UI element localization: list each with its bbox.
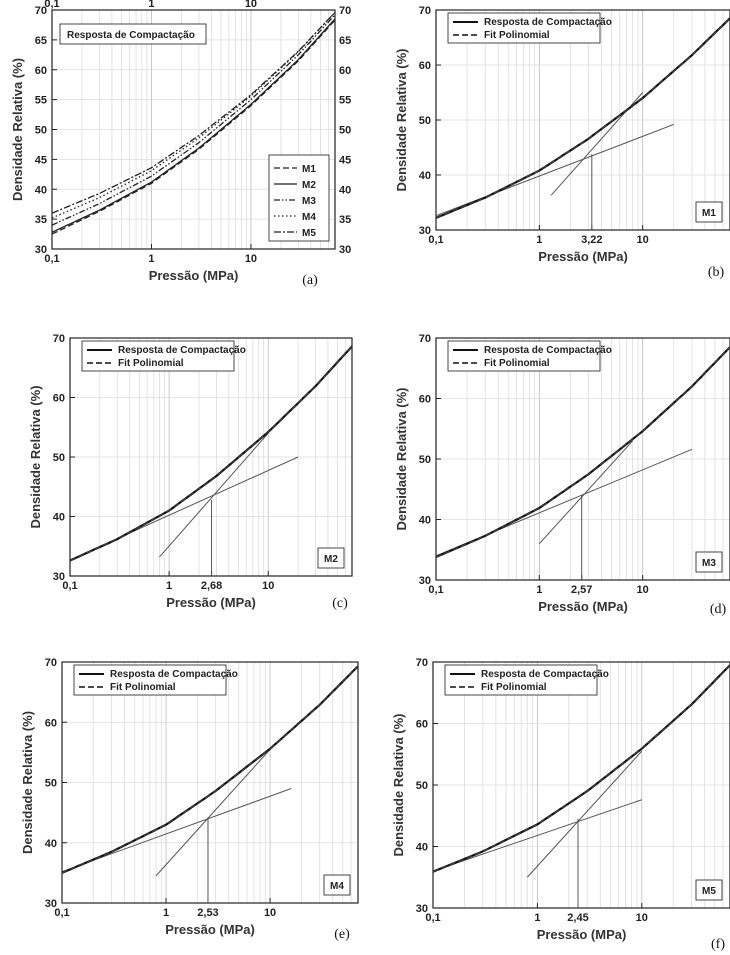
y-tick-label: 70 (44, 657, 57, 669)
x-tick-label: 0,1 (428, 584, 444, 596)
x-tick-label: 10 (262, 580, 275, 592)
y-axis-label: Densidade Relativa (%) (391, 713, 406, 857)
y-tick-label: 60 (44, 717, 57, 730)
y-tick-label: 70 (418, 5, 431, 17)
y-tick-label: 60 (418, 60, 431, 72)
compaction-response-line (433, 665, 730, 872)
x-tick-label-top: 1 (148, 0, 155, 10)
x-tick-label: 2,68 (200, 580, 223, 592)
y-tick-label: 30 (418, 575, 431, 587)
x-tick-label: 1 (534, 912, 541, 924)
y-tick-label: 30 (52, 571, 65, 583)
y-tick-label: 45 (34, 154, 47, 167)
y-tick-label-right: 40 (339, 184, 352, 197)
x-tick-label: 10 (263, 907, 277, 919)
y-tick-label: 50 (415, 780, 428, 792)
y-tick-label: 30 (34, 244, 47, 256)
y-tick-label: 70 (34, 5, 47, 17)
y-axis-label: Densidade Relativa (%) (20, 710, 35, 855)
legend-entry: M2 (302, 180, 316, 191)
chart-panel-2 (394, 5, 730, 280)
x-tick-label: 0,1 (428, 234, 444, 246)
x-axis-label: Pressão (MPa) (148, 268, 239, 283)
y-tick-label: 40 (52, 511, 65, 524)
y-tick-label: 40 (415, 841, 428, 854)
x-tick-label: 1 (148, 253, 155, 265)
polynomial-fit-line (433, 665, 730, 872)
x-axis-label: Pressão (MPa) (538, 599, 628, 614)
x-tick-label: 1 (536, 584, 543, 596)
panel-tag: (f) (711, 937, 725, 952)
y-tick-label: 40 (34, 184, 47, 197)
y-axis-label: Densidade Relativa (%) (28, 385, 43, 529)
x-tick-label: 2,57 (570, 584, 593, 596)
sample-label: M2 (324, 554, 338, 565)
y-tick-label-right: 60 (339, 64, 352, 77)
tangent-high-line (160, 433, 269, 557)
y-axis-label: Densidade Relativa (%) (394, 48, 409, 192)
panel-tag: (c) (332, 596, 348, 611)
legend-entry: Resposta de Compactação (110, 669, 238, 680)
y-tick-label-right: 30 (339, 244, 352, 256)
y-tick-label-right: 35 (339, 214, 352, 227)
panel-tag: (a) (302, 273, 318, 288)
y-tick-label: 55 (34, 94, 47, 107)
x-tick-label: 1 (162, 907, 170, 919)
x-tick-label: 0,1 (44, 253, 60, 265)
y-tick-label-right: 70 (339, 5, 352, 17)
y-tick-label: 40 (44, 837, 57, 850)
x-tick-label: 2,45 (567, 912, 589, 924)
polynomial-fit-line (436, 18, 730, 218)
x-tick-label: 10 (636, 234, 649, 246)
x-tick-label: 1 (166, 580, 173, 592)
chart-title: Resposta de Compactação (67, 30, 195, 41)
tangent-high-line (539, 441, 632, 544)
x-tick-label: 0,1 (54, 907, 70, 919)
legend-entry: M4 (302, 212, 316, 223)
y-tick-label: 70 (415, 657, 428, 669)
y-tick-label: 65 (34, 34, 47, 47)
x-axis-label: Pressão (MPa) (536, 927, 627, 942)
y-tick-label: 60 (52, 392, 65, 405)
y-tick-label: 30 (415, 903, 428, 915)
sample-label: M4 (330, 881, 344, 892)
sample-label: M3 (702, 558, 716, 569)
polynomial-fit-line (70, 346, 352, 560)
y-tick-label: 60 (34, 64, 47, 77)
chart-panel-6 (391, 657, 730, 952)
legend-entry: Resposta de Compactação (484, 17, 612, 28)
x-tick-label: 10 (635, 912, 648, 924)
y-tick-label: 70 (418, 333, 431, 345)
legend-entry: Fit Polinomial (481, 682, 547, 693)
y-tick-label-right: 65 (339, 34, 352, 47)
legend-entry: Fit Polinomial (110, 682, 176, 693)
chart-panel-5 (20, 657, 358, 942)
y-axis-label: Densidade Relativa (%) (394, 387, 409, 531)
y-tick-label-right: 45 (339, 154, 352, 167)
y-tick-label: 50 (418, 115, 431, 127)
y-tick-label-right: 55 (339, 94, 352, 107)
y-tick-label: 50 (52, 452, 65, 464)
y-tick-label-right: 50 (339, 124, 352, 137)
legend-entry: Fit Polinomial (484, 358, 550, 369)
tangent-high-line (156, 749, 270, 876)
x-tick-label: 10 (636, 584, 649, 596)
x-axis-label: Pressão (MPa) (166, 595, 256, 610)
y-tick-label: 40 (418, 170, 431, 182)
x-tick-label: 1 (536, 234, 543, 246)
legend-entry: Fit Polinomial (484, 30, 550, 41)
y-tick-label: 30 (418, 225, 431, 237)
y-tick-label: 30 (44, 898, 57, 910)
x-tick-label: 10 (244, 253, 258, 265)
x-tick-label: 3,22 (581, 234, 603, 246)
compaction-response-line (436, 18, 730, 218)
y-tick-label: 50 (34, 124, 47, 137)
y-tick-label: 40 (418, 514, 431, 527)
x-axis-label: Pressão (MPa) (165, 922, 255, 937)
chart-panel-4 (394, 333, 730, 617)
panel-tag: (e) (334, 927, 350, 942)
chart-panel-1 (10, 0, 351, 288)
panel-tag: (d) (709, 602, 727, 617)
compaction-response-line (62, 666, 358, 873)
sample-label: M1 (702, 208, 716, 219)
y-tick-label: 50 (44, 777, 57, 790)
legend-entry: M1 (302, 164, 316, 175)
chart-panel-3 (28, 333, 352, 611)
y-tick-label: 50 (418, 454, 431, 466)
legend-entry: Fit Polinomial (118, 358, 184, 369)
y-tick-label: 60 (415, 718, 428, 731)
x-tick-label: 0,1 (62, 580, 78, 592)
panel-tag: (b) (707, 265, 725, 280)
compaction-response-line (70, 346, 352, 560)
x-tick-label: 0,1 (425, 912, 441, 924)
x-tick-label: 2,53 (197, 907, 219, 919)
legend-entry: M5 (302, 228, 316, 239)
x-tick-label-top: 0,1 (44, 0, 60, 10)
x-axis-label: Pressão (MPa) (538, 249, 628, 264)
y-axis-label: Densidade Relativa (%) (10, 57, 25, 202)
legend-entry: Resposta de Compactação (118, 345, 246, 356)
sample-label: M5 (702, 886, 716, 897)
y-tick-label: 35 (34, 214, 47, 227)
polynomial-fit-line (62, 666, 358, 873)
legend-entry: M3 (302, 196, 316, 207)
tangent-high-line (527, 751, 642, 877)
y-tick-label: 70 (52, 333, 65, 345)
legend-entry: Resposta de Compactação (481, 669, 609, 680)
y-tick-label: 60 (418, 393, 431, 406)
legend-entry: Resposta de Compactação (484, 345, 612, 356)
x-tick-label-top: 10 (244, 0, 258, 10)
